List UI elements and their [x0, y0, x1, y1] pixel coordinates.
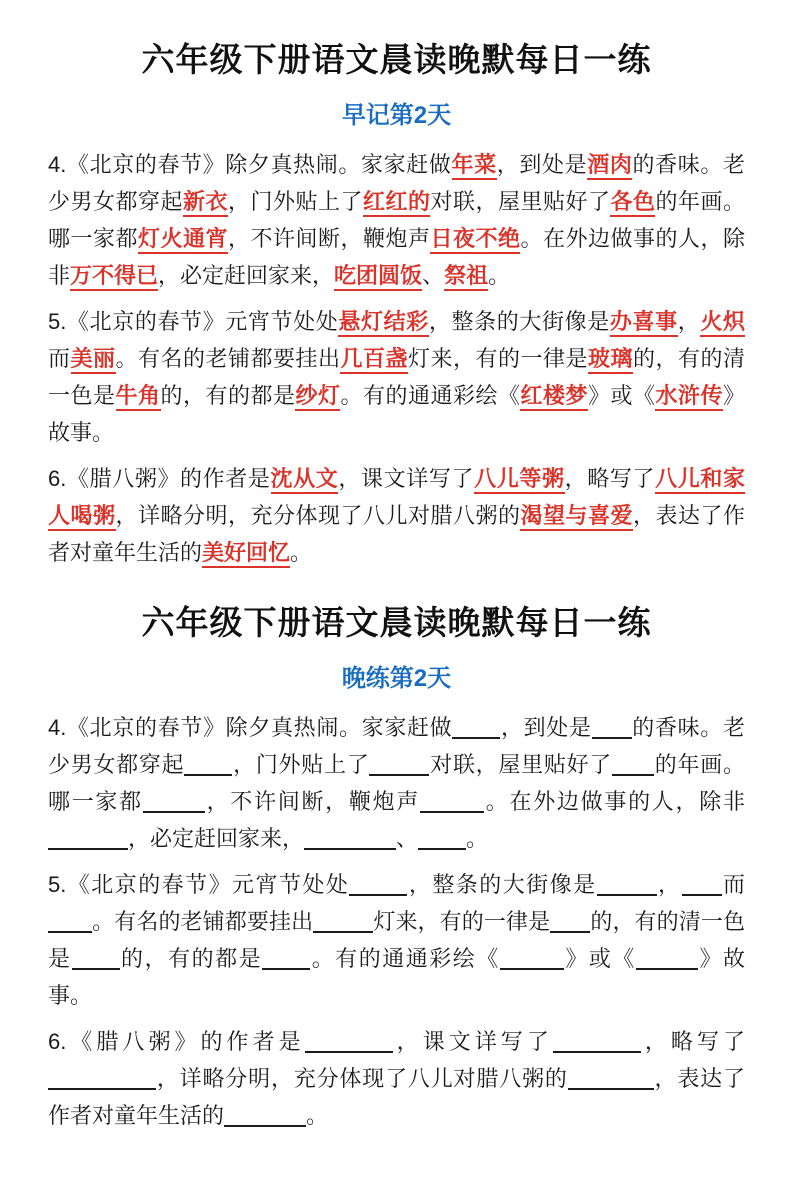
paragraph-text: 》故事。 — [48, 383, 745, 445]
answer-text: 办喜事 — [610, 309, 678, 337]
fill-in-blank — [452, 717, 500, 739]
answer-text: 水浒传 — [655, 383, 723, 411]
answer-text: 悬灯结彩 — [338, 309, 428, 337]
fill-in-blank — [224, 1105, 306, 1127]
paragraph-text: 灯来，有的一律是 — [407, 346, 588, 371]
morning-subtitle: 早记第2天 — [341, 102, 452, 129]
answer-text: 纱灯 — [295, 383, 340, 411]
paragraph-text: 对联，屋里贴好了 — [429, 752, 613, 777]
paragraph-text: ，到处是 — [496, 152, 588, 177]
fill-in-blank — [682, 874, 722, 896]
paragraph-text: 、 — [396, 826, 419, 851]
paragraph-text: ，到处是 — [500, 715, 592, 740]
paragraph-text: ，必定赶回家来， — [128, 826, 305, 851]
paragraph-text: 而 — [48, 346, 71, 371]
worksheet-paragraph — [48, 460, 745, 571]
answer-text: 美好回忆 — [202, 540, 290, 568]
paragraph-text: ， — [677, 309, 701, 334]
fill-in-blank — [636, 948, 698, 970]
paragraph-text: 6.《腊八粥》的作者是 — [48, 1029, 305, 1054]
paragraph-text: 5.《北京的春节》元宵节处处 — [48, 872, 350, 897]
answer-text: 灯火通宵 — [138, 226, 228, 254]
paragraph-text: ，详略分明，充分体现了八儿对腊八粥的 — [156, 1066, 568, 1091]
fill-in-blank — [304, 828, 396, 850]
paragraph-text: 的香味。老少男女都穿起 — [48, 152, 745, 214]
answer-text: 各色 — [610, 189, 655, 217]
answer-text: 美丽 — [71, 346, 116, 374]
paragraph-text: ，整条的大街像是 — [407, 872, 597, 897]
answer-text: 几百盏 — [340, 346, 408, 374]
paragraph-text: 》或《 — [563, 946, 636, 971]
paragraph-text: ，略写了 — [564, 466, 656, 491]
paragraph-text: 。 — [466, 826, 489, 851]
paragraph-text: 》或《 — [587, 383, 656, 408]
fill-in-blank — [592, 717, 632, 739]
worksheet-paragraph — [48, 303, 745, 451]
morning-paragraphs — [48, 146, 745, 571]
paragraph-text: 而 — [721, 872, 745, 897]
paragraph-text: 、 — [422, 263, 445, 288]
paragraph-text: 5.《北京的春节》元宵节处处 — [48, 309, 339, 334]
worksheet-paragraph — [48, 709, 745, 857]
answer-text: 八儿和家人喝粥 — [48, 466, 745, 531]
fill-in-blank — [597, 874, 657, 896]
paragraph-text: 的，有的清一色是 — [48, 346, 745, 408]
fill-in-blank — [550, 911, 590, 933]
paragraph-text: 的年画。哪一家都 — [48, 189, 745, 251]
answer-text: 红红的 — [363, 189, 431, 217]
paragraph-text: 。 — [488, 263, 511, 288]
paragraph-text: 》故事。 — [48, 946, 745, 1008]
paragraph-text: ，表达了作者对童年生活的 — [48, 503, 745, 565]
answer-text: 牛角 — [116, 383, 161, 411]
answer-text: 酒肉 — [587, 152, 632, 180]
section-evening — [48, 597, 745, 1134]
answer-text: 日夜不绝 — [430, 226, 520, 254]
worksheet-paragraph — [48, 146, 745, 294]
paragraph-text: ，必定赶回家来， — [158, 263, 335, 288]
paragraph-text: 4.《北京的春节》除夕真热闹。家家赶做 — [48, 152, 452, 177]
answer-text: 祭祖 — [444, 263, 488, 291]
paragraph-text: ，详略分明，充分体现了八儿对腊八粥的 — [115, 503, 521, 528]
worksheet-paragraph — [48, 1023, 745, 1134]
paragraph-text: ，门外贴上了 — [227, 189, 363, 214]
fill-in-blank — [143, 791, 205, 813]
fill-in-blank — [349, 874, 407, 896]
fill-in-blank — [369, 754, 429, 776]
fill-in-blank — [553, 1031, 641, 1053]
fill-in-blank — [262, 948, 310, 970]
paragraph-text: 灯来，有的一律是 — [373, 909, 551, 934]
paragraph-text: 对联，屋里贴好了 — [430, 189, 611, 214]
evening-paragraphs — [48, 709, 745, 1134]
paragraph-text: 的，有的都是 — [119, 946, 263, 971]
answer-text: 沈从文 — [271, 466, 339, 494]
answer-text: 万不得已 — [70, 263, 158, 291]
answer-text: 八儿等粥 — [474, 466, 564, 494]
section-morning — [48, 34, 745, 571]
paragraph-text: ，不许间断，鞭炮声 — [228, 226, 431, 251]
fill-in-blank — [48, 911, 92, 933]
paragraph-text: 。在外边做事的人，除非 — [48, 226, 745, 288]
paragraph-text: 的香味。老少男女都穿起 — [48, 715, 745, 777]
paragraph-text: 的，有的都是 — [160, 383, 296, 408]
answer-text: 渴望与喜爱 — [520, 503, 633, 531]
paragraph-text: 。有名的老铺都要挂出 — [115, 346, 341, 371]
paragraph-text: ，不许间断，鞭炮声 — [204, 789, 421, 814]
fill-in-blank — [184, 754, 232, 776]
answer-text: 吃团圆饭 — [334, 263, 422, 291]
paragraph-text: 。有名的老铺都要挂出 — [92, 909, 314, 934]
paragraph-text: ，整条的大街像是 — [428, 309, 610, 334]
fill-in-blank — [500, 948, 564, 970]
paragraph-text: 的，有的清一色是 — [48, 909, 745, 971]
worksheet-paragraph — [48, 866, 745, 1014]
answer-text: 新衣 — [183, 189, 228, 217]
fill-in-blank — [418, 828, 466, 850]
paragraph-text: 。有的通通彩绘《 — [340, 383, 521, 408]
evening-title: 六年级下册语文晨读晚默每日一练 — [141, 604, 652, 641]
answer-text: 玻璃 — [588, 346, 633, 374]
fill-in-blank — [313, 911, 373, 933]
answer-text: 红楼梦 — [520, 383, 588, 411]
answer-text: 年菜 — [452, 152, 497, 180]
paragraph-text: 。有的通通彩绘《 — [310, 946, 500, 971]
fill-in-blank — [305, 1031, 393, 1053]
paragraph-text: ，课文详写了 — [392, 1029, 553, 1054]
paragraph-text: 4.《北京的春节》除夕真热闹。家家赶做 — [48, 715, 453, 740]
paragraph-text: 。在外边做事的人，除非 — [484, 789, 745, 814]
fill-in-blank — [420, 791, 484, 813]
paragraph-text: 的年画。哪一家都 — [48, 752, 745, 814]
fill-in-blank — [568, 1068, 654, 1090]
morning-title: 六年级下册语文晨读晚默每日一练 — [141, 41, 652, 78]
fill-in-blank — [612, 754, 654, 776]
paragraph-text: 。 — [306, 1103, 329, 1128]
paragraph-text: 6.《腊八粥》的作者是 — [48, 466, 271, 491]
paragraph-text: ，略写了 — [640, 1029, 745, 1054]
paragraph-text: ，课文详写了 — [338, 466, 475, 491]
evening-subtitle: 晚练第2天 — [341, 665, 452, 692]
answer-text: 火炽 — [700, 309, 745, 337]
paragraph-text: ，门外贴上了 — [232, 752, 370, 777]
paragraph-text: 。 — [290, 540, 313, 565]
paragraph-text: ，表达了作者对童年生活的 — [48, 1066, 745, 1128]
fill-in-blank — [48, 828, 128, 850]
fill-in-blank — [72, 948, 120, 970]
paragraph-text: ， — [656, 872, 682, 897]
fill-in-blank — [48, 1068, 156, 1090]
